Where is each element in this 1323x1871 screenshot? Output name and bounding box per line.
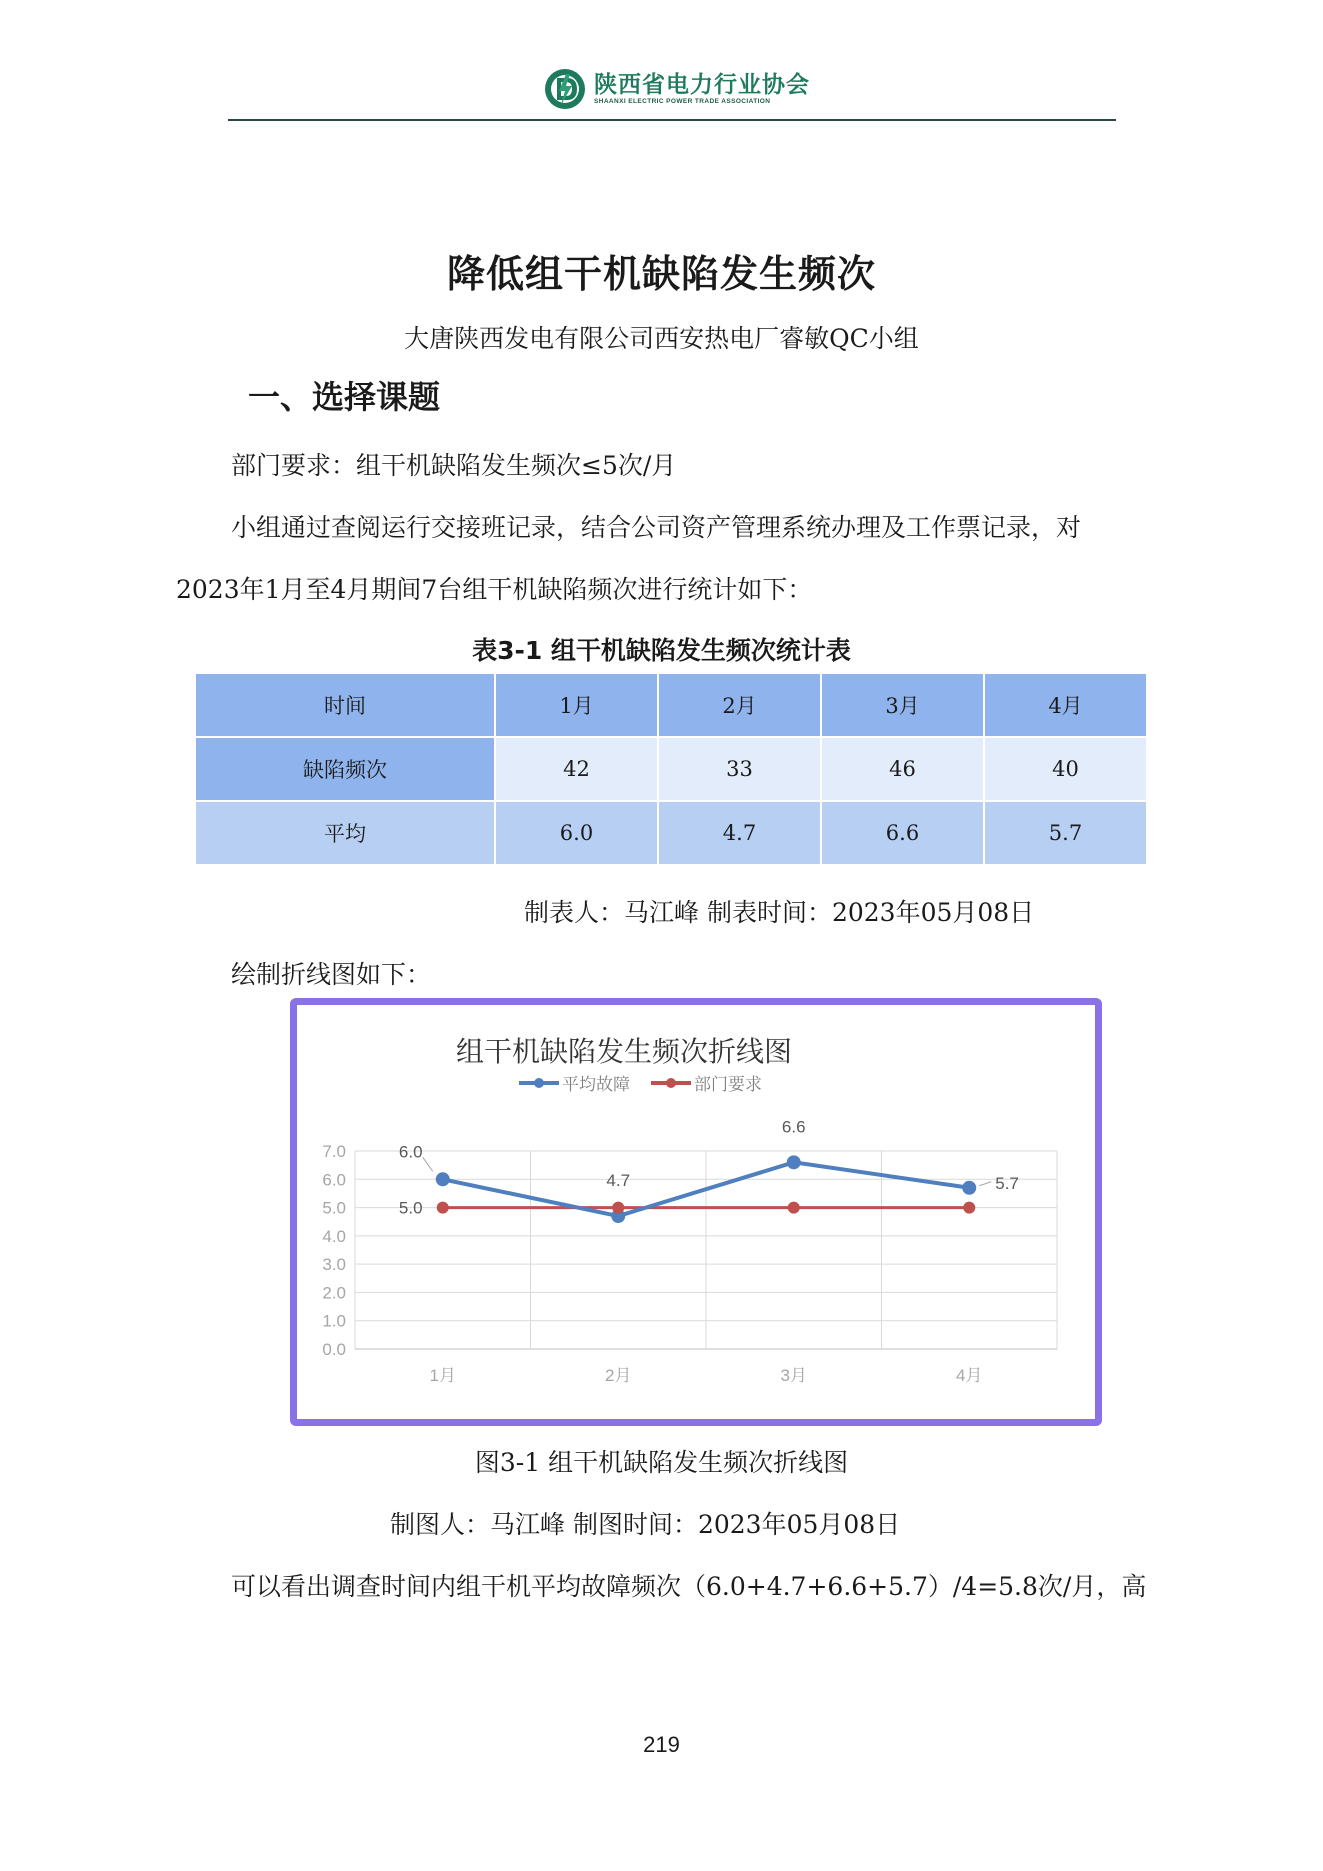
x-tick-label: 4月 — [956, 1366, 983, 1385]
table-cell: 4.7 — [658, 801, 821, 865]
page-header — [228, 62, 1116, 122]
x-tick-label: 2月 — [605, 1366, 632, 1385]
table-cell: 平均 — [195, 801, 495, 865]
data-point — [787, 1155, 801, 1169]
table-row — [195, 737, 1147, 801]
table-maker-note: 制表人：马江峰 制表时间：2023年05月08日 — [524, 898, 1035, 927]
legend-label: 部门要求 — [694, 1075, 762, 1094]
page-number: 219 — [643, 1732, 680, 1757]
legend-item — [651, 1075, 762, 1094]
line-chart-frame — [290, 998, 1102, 1426]
y-tick-label: 7.0 — [322, 1142, 346, 1161]
data-point — [612, 1202, 624, 1214]
chart-lead-text: 绘制折线图如下： — [231, 960, 432, 989]
association-name-cn: 陕西省电力行业协会 — [594, 72, 810, 98]
table-row — [195, 801, 1147, 865]
data-point — [436, 1172, 450, 1186]
table-header-cell: 1月 — [495, 673, 658, 737]
y-tick-label: 3.0 — [322, 1255, 346, 1275]
legend-item — [519, 1075, 630, 1094]
y-tick-label: 0.0 — [322, 1340, 346, 1359]
table-cell: 40 — [984, 737, 1147, 801]
data-label: 6.0 — [398, 1142, 423, 1162]
requirement-paragraph: 部门要求：组干机缺陷发生频次≤5次/月 — [231, 451, 677, 480]
association-logo — [544, 68, 810, 110]
data-label: 5.7 — [995, 1173, 1019, 1193]
x-tick-label: 1月 — [429, 1366, 456, 1385]
data-point — [788, 1202, 800, 1214]
data-label: 5.0 — [398, 1198, 423, 1218]
table-cell: 46 — [821, 737, 984, 801]
x-tick-label: 3月 — [780, 1366, 807, 1385]
data-label: 4.7 — [606, 1171, 631, 1191]
intro-paragraph-line1: 小组通过查阅运行交接班记录，结合公司资产管理系统办理及工作票记录，对 — [231, 513, 1082, 542]
y-tick-label: 2.0 — [322, 1283, 346, 1303]
y-tick-label: 1.0 — [322, 1311, 346, 1331]
data-label-leader — [979, 1182, 991, 1186]
table-cell: 6.0 — [495, 801, 658, 865]
chart-maker-note: 制图人：马江峰 制图时间：2023年05月08日 — [390, 1510, 901, 1539]
table-cell: 缺陷频次 — [195, 737, 495, 801]
intro-paragraph-line2: 2023年1月至4月期间7台组干机缺陷频次进行统计如下： — [176, 575, 813, 604]
legend-marker — [666, 1078, 676, 1088]
association-name-en: SHAANXI ELECTRIC POWER TRADE ASSOCIATION — [594, 98, 771, 105]
section-heading: 一、选择课题 — [248, 378, 441, 416]
association-logo-icon — [544, 68, 586, 110]
table-header-cell: 4月 — [984, 673, 1147, 737]
y-tick-label: 4.0 — [322, 1226, 346, 1246]
y-tick-label: 6.0 — [322, 1170, 346, 1190]
table-header-row — [195, 673, 1147, 737]
data-point — [437, 1202, 449, 1214]
conclusion-paragraph: 可以看出调查时间内组干机平均故障频次（6.0+4.7+6.6+5.7）/4=5.8次/月，高 — [231, 1572, 1147, 1601]
table-header-cell: 时间 — [195, 673, 495, 737]
table-caption: 表3-1 组干机缺陷发生频次统计表 — [472, 636, 851, 665]
legend-marker — [534, 1078, 544, 1088]
table-cell: 5.7 — [984, 801, 1147, 865]
chart-title: 组干机缺陷发生频次折线图 — [455, 1035, 793, 1068]
document-title: 降低组干机缺陷发生频次 — [446, 252, 876, 296]
figure-caption: 图3-1 组干机缺陷发生频次折线图 — [474, 1448, 849, 1477]
defect-stats-table — [194, 672, 1148, 866]
header-divider — [228, 119, 1116, 121]
data-point — [963, 1202, 975, 1214]
y-tick-label: 5.0 — [322, 1198, 346, 1218]
table-header-cell: 2月 — [658, 673, 821, 737]
table-cell: 42 — [495, 737, 658, 801]
legend-label: 平均故障 — [562, 1075, 630, 1094]
data-label-leader — [423, 1157, 433, 1171]
document-subtitle: 大唐陕西发电有限公司西安热电厂睿敏QC小组 — [404, 324, 919, 353]
data-label: 6.6 — [781, 1117, 806, 1137]
table-header-cell: 3月 — [821, 673, 984, 737]
line-chart — [297, 1005, 1095, 1419]
data-point — [962, 1181, 976, 1195]
table-cell: 6.6 — [821, 801, 984, 865]
table-cell: 33 — [658, 737, 821, 801]
